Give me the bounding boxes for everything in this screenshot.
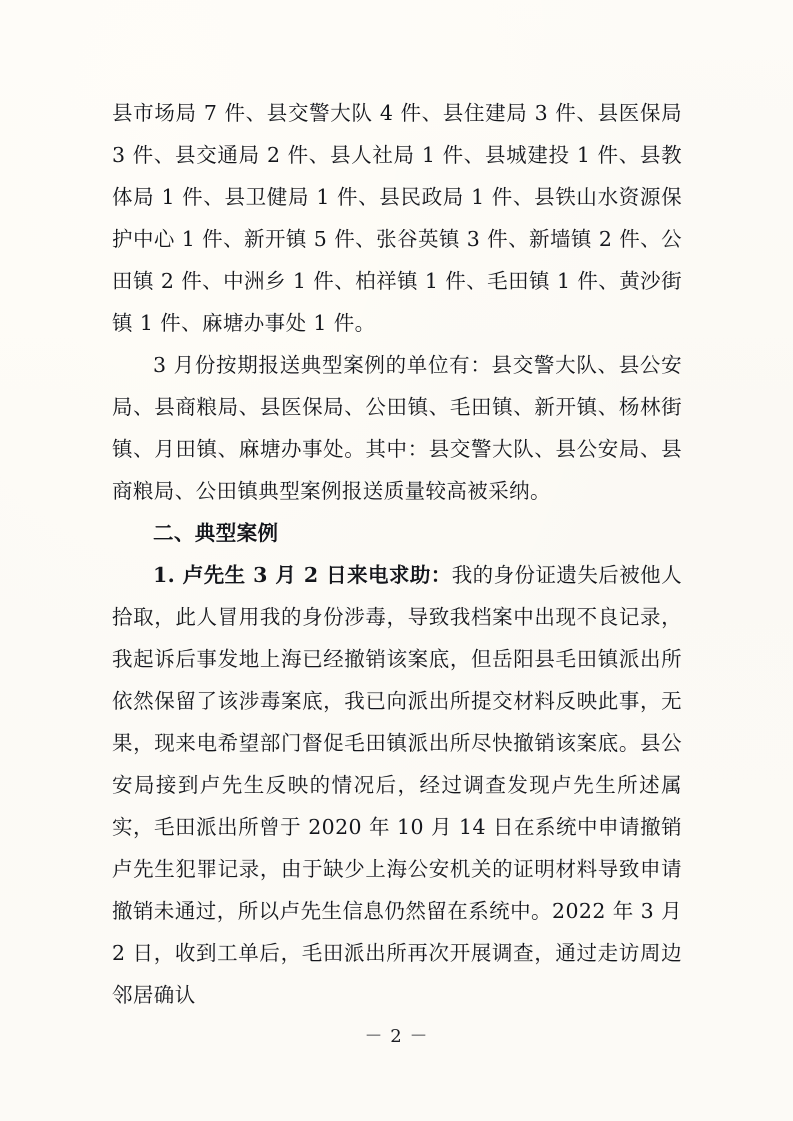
paragraph-text: 3 月份按期报送典型案例的单位有：县交警大队、县公安局、县商粮局、县医保局、公田镇、毛田镇、新开镇、杨林街镇、月田镇、麻塘办事处。其中：县交警大队、县公安局、县商粮局、公田镇典型案例报送质量较高被采纳。 <box>112 353 682 503</box>
section-heading-two <box>112 512 682 554</box>
document-body <box>112 92 682 1016</box>
paragraph-case-one <box>112 554 682 1016</box>
page-number: － 2 － <box>364 1026 429 1047</box>
paragraph-text: 县市场局 7 件、县交警大队 4 件、县住建局 3 件、县医保局 3 件、县交通局 2 件、县人社局 1 件、县城建投 1 件、县教体局 1 件、县卫健局 1 件、县民政局 1 件、县铁山水资源保护中心 1 件、新开镇 5 件、张谷英镇 3 件、新墙镇 2 件、公田镇 2 件、中洲乡 1 件、柏祥镇 1 件、毛田镇 1 件、黄沙街镇 1 件、麻塘办事处 1 件。 <box>112 101 682 335</box>
case-body-text: 我的身份证遗失后被他人拾取，此人冒用我的身份涉毒，导致我档案中出现不良记录，我起诉后事发地上海已经撤销该案底，但岳阳县毛田镇派出所依然保留了该涉毒案底，我已向派出所提交材料反映此事，无果，现来电希望部门督促毛田镇派出所尽快撤销该案底。县公安局接到卢先生反映的情况后，经过调查发现卢先生所述属实，毛田派出所曾于 2020 年 10 月 14 日在系统中申请撤销卢先生犯罪记录，由于缺少上海公安机关的证明材料导致申请撤销未通过，所以卢先生信息仍然留在系统中。2022 年 3 月 2 日，收到工单后，毛田派出所再次开展调查，通过走访周边邻居确认 <box>112 563 682 1007</box>
section-heading-text: 二、典型案例 <box>153 521 279 545</box>
paragraph-march-report <box>112 344 682 512</box>
paragraph-statistics <box>112 92 682 344</box>
case-lead-in: 1. 卢先生 3 月 2 日来电求助： <box>153 563 452 587</box>
case-paragraph <box>112 554 682 1016</box>
